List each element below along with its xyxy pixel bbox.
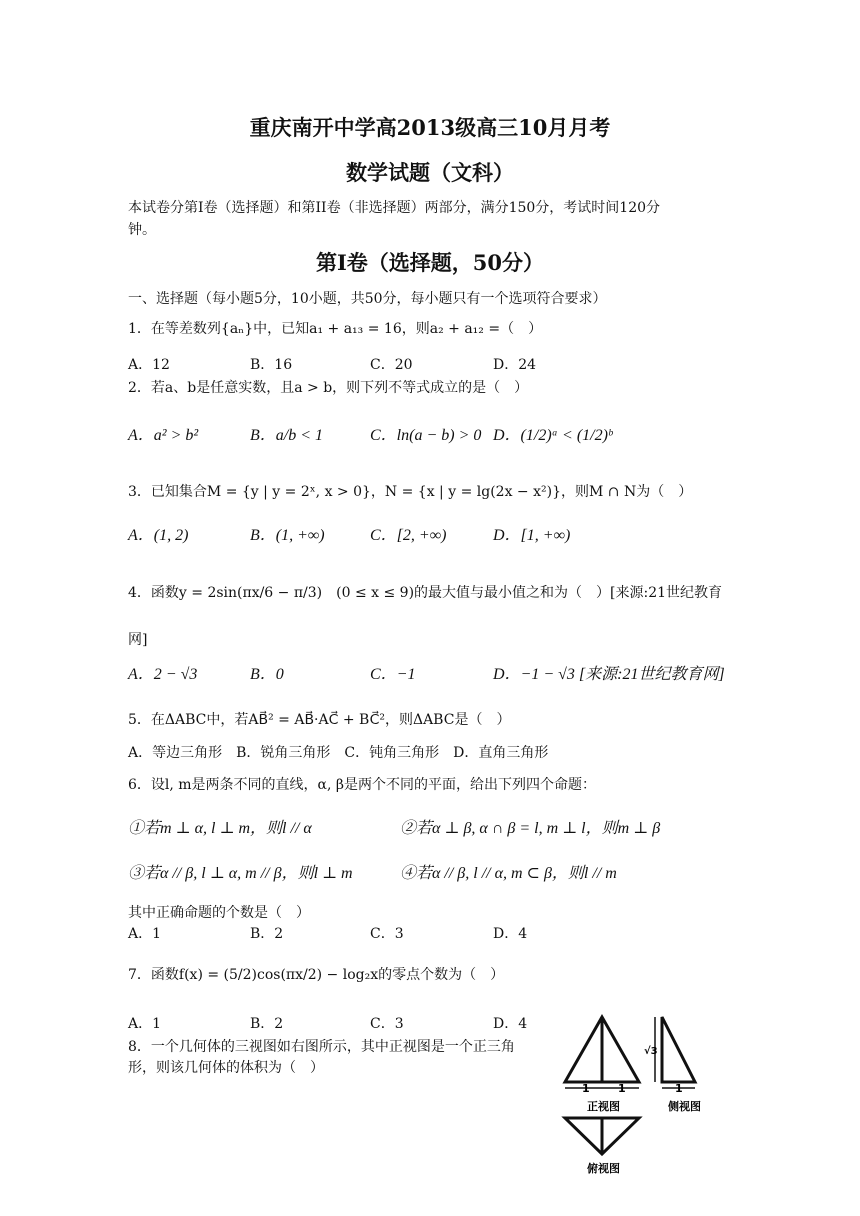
question-3: 3．已知集合M = {y | y = 2ˣ, x > 0}，N = {x | y = lg(2x − x²)}，则M ∩ N为（ ） xyxy=(128,484,693,500)
q6-ask: 其中正确命题的个数是（ ） xyxy=(128,905,310,921)
q1-option-b: B．16 xyxy=(250,357,293,373)
q2-option-a: A．a² > b² xyxy=(128,427,199,444)
q6-proposition-3: ③若α // β, l ⊥ α, m // β，则l ⊥ m xyxy=(128,865,353,882)
question-8-line2: 形，则该几何体的体积为（ ） xyxy=(128,1060,324,1076)
side-dim-width: 1 xyxy=(675,1082,683,1095)
q4-option-c: C．−1 xyxy=(370,666,416,683)
q6-proposition-2: ②若α ⊥ β, α ∩ β = l, m ⊥ l，则m ⊥ β xyxy=(400,820,661,837)
q3-option-d: D．[1, +∞) xyxy=(493,527,571,544)
q6-option-d: D．4 xyxy=(493,926,528,942)
question-1: 1．在等差数列{aₙ}中，已知a₁ + a₁₃ = 16，则a₂ + a₁₂ =（ ） xyxy=(128,321,543,337)
question-7: 7．函数f(x) = (5/2)cos(πx/2) − log₂x的零点个数为（ ） xyxy=(128,967,505,983)
question-8-line1: 8．一个几何体的三视图如右图所示，其中正视图是一个正三角 xyxy=(128,1039,515,1055)
q2-option-d: D．(1/2)ᵃ < (1/2)ᵇ xyxy=(493,427,613,444)
q1-option-d: D．24 xyxy=(493,357,537,373)
q2-option-c: C．ln(a − b) > 0 xyxy=(370,427,482,444)
q2-option-b: B．a/b < 1 xyxy=(250,427,324,444)
side-view-triangle xyxy=(662,1017,695,1082)
front-view-label: 正视图 xyxy=(587,1100,620,1113)
q3-option-c: C．[2, +∞) xyxy=(370,527,447,544)
question-4: 4．函数y = 2sin(πx/6 − π/3) (0 ≤ x ≤ 9)的最大值与最小值之和为（ ）[来源:21世纪教育 xyxy=(128,585,723,601)
q7-option-d: D．4 xyxy=(493,1016,528,1032)
front-dim-right: 1 xyxy=(618,1082,626,1095)
page-title: 重庆南开中学高2013级高三10月月考 xyxy=(249,115,611,140)
q7-option-c: C．3 xyxy=(370,1016,404,1032)
question-4-cont: 网] xyxy=(128,632,148,648)
side-view-label: 侧视图 xyxy=(668,1100,701,1113)
question-6: 6．设l, m是两条不同的直线，α, β是两个不同的平面，给出下列四个命题： xyxy=(128,777,597,793)
question-5: 5．在ΔABC中，若AB⃗² = AB⃗·AC⃗ + BC⃗²，则ΔABC是（ ） xyxy=(128,712,511,728)
q6-option-b: B．2 xyxy=(250,926,284,942)
page-subtitle: 数学试题（文科） xyxy=(346,160,514,185)
q3-option-a: A．(1, 2) xyxy=(128,527,189,544)
question-2: 2．若a、b是任意实数，且a > b，则下列不等式成立的是（ ） xyxy=(128,380,529,396)
q6-option-a: A．1 xyxy=(128,926,162,942)
three-view-figure xyxy=(560,1012,730,1177)
q7-option-a: A．1 xyxy=(128,1016,162,1032)
q6-proposition-4: ④若α // β, l // α, m ⊂ β，则l // m xyxy=(400,865,617,882)
front-dim-left: 1 xyxy=(582,1082,590,1095)
q1-option-a: A．12 xyxy=(128,357,170,373)
q6-proposition-1: ①若m ⊥ α, l ⊥ m，则l // α xyxy=(128,820,312,837)
side-dim-height: √3 xyxy=(644,1046,658,1057)
q4-option-d: D．−1 − √3 [来源:21世纪教育网] xyxy=(493,666,725,683)
top-view-label: 俯视图 xyxy=(587,1162,620,1175)
q5-options: A．等边三角形 B．锐角三角形 C．钝角三角形 D．直角三角形 xyxy=(128,745,549,761)
q3-option-b: B．(1, +∞) xyxy=(250,527,325,544)
intro-text-line2: 钟。 xyxy=(128,222,156,238)
section-title: 第I卷（选择题，50分） xyxy=(315,250,545,275)
q4-option-b: B．0 xyxy=(250,666,284,683)
q6-option-c: C．3 xyxy=(370,926,404,942)
q7-option-b: B．2 xyxy=(250,1016,284,1032)
q4-option-a: A．2 − √3 xyxy=(128,666,198,683)
intro-text-line1: 本试卷分第I卷（选择题）和第II卷（非选择题）两部分，满分150分，考试时间120分 xyxy=(128,200,661,216)
section-instructions: 一、选择题（每小题5分，10小题，共50分，每小题只有一个选项符合要求） xyxy=(128,291,607,307)
q1-option-c: C．20 xyxy=(370,357,413,373)
